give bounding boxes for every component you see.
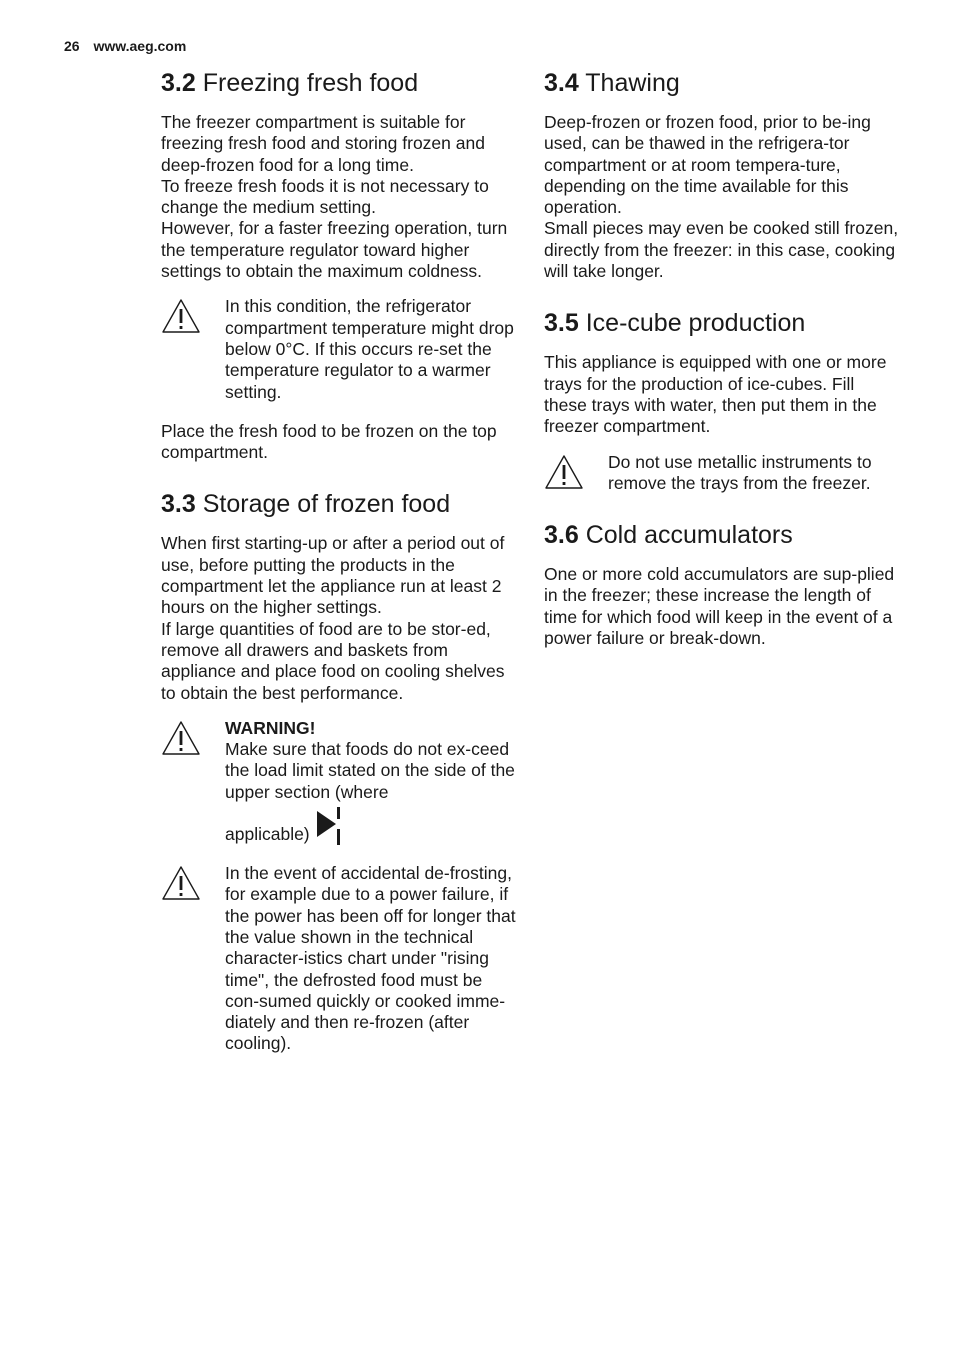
warning-note (544, 452, 900, 495)
section-3-5 (544, 308, 900, 494)
applicable-line (225, 807, 517, 845)
section-3-3 (161, 489, 517, 1054)
page-number: 26 (64, 38, 80, 54)
page-header (64, 38, 186, 54)
paragraph: If large quantities of food are to be stor-ed, remove all drawers and baskets from appliance and place food on cooling shelves to obtain the best performance. (161, 618, 505, 703)
section-heading: 3.2 Freezing fresh food (161, 69, 419, 97)
section-heading: 3.5 Ice-cube production (544, 309, 806, 338)
warning-note (161, 296, 517, 402)
warning-triangle-icon (544, 452, 608, 495)
warning-title: WARNING! (225, 717, 316, 738)
load-limit-icon (316, 807, 342, 845)
paragraph: This appliance is equipped with one or more trays for the production of ice-cubes. Fill these trays with water, then put them in the freezer compartment. (544, 352, 887, 437)
warning-text: Do not use metallic instruments to remove the trays from the freezer. (608, 451, 872, 493)
section-3-4 (544, 68, 900, 282)
paragraph: Deep-frozen or frozen food, prior to be-ing used, can be thawed in the refrigera-tor compartment or at room tempera-ture, depending on the time available for this operation. (544, 112, 871, 218)
paragraph: One or more cold accumulators are sup-plied in the freezer; these increase the length of time for which food will keep in the event of a power failure or break-down. (544, 564, 895, 649)
section-heading: 3.4 Thawing (544, 69, 680, 97)
paragraph: When first starting-up or after a period out of use, before putting the products in the compartment let the appliance run at least 2 hours on the higher settings. (161, 533, 505, 618)
paragraph: Small pieces may even be cooked still frozen, directly from the freezer: in this case, cooking will take longer. (544, 218, 899, 282)
right-column (544, 68, 900, 675)
website-url: www.aeg.com (93, 38, 187, 54)
warning-note (161, 718, 517, 845)
paragraph: Place the fresh food to be frozen on the top compartment. (161, 420, 497, 463)
warning-triangle-icon (161, 863, 225, 1055)
paragraph: However, for a faster freezing operation, turn the temperature regulator toward higher settings to obtain the maximum coldness. (161, 218, 508, 282)
warning-text: In the event of accidental de-frosting, for example due to a power failure, if the power has been off for longer that the value shown in the technical character-istics chart under "rising time", the defrosted food must be con-sumed quickly or cooked imme-diately and then re-frozen (after cooling). (225, 863, 516, 1054)
warning-triangle-icon (161, 296, 225, 402)
section-3-2 (161, 68, 517, 463)
section-heading: 3.6 Cold accumulators (544, 521, 793, 550)
warning-note (161, 863, 517, 1055)
warning-triangle-icon (161, 718, 225, 845)
paragraph: The freezer compartment is suitable for freezing fresh food and storing frozen and deep-frozen food for a long time. (161, 112, 485, 175)
warning-text: applicable) (225, 823, 310, 844)
section-heading: 3.3 Storage of frozen food (161, 490, 451, 519)
warning-text: In this condition, the refrigerator compartment temperature might drop below 0°C. If this occurs re-set the temperature regulator to a warmer setting. (225, 296, 514, 402)
warning-text: Make sure that foods do not ex-ceed the load limit stated on the side of the upper section (where (225, 739, 515, 802)
paragraph: To freeze fresh foods it is not necessary to change the medium setting. (161, 175, 489, 218)
left-column (161, 68, 517, 1081)
section-3-6 (544, 520, 900, 649)
